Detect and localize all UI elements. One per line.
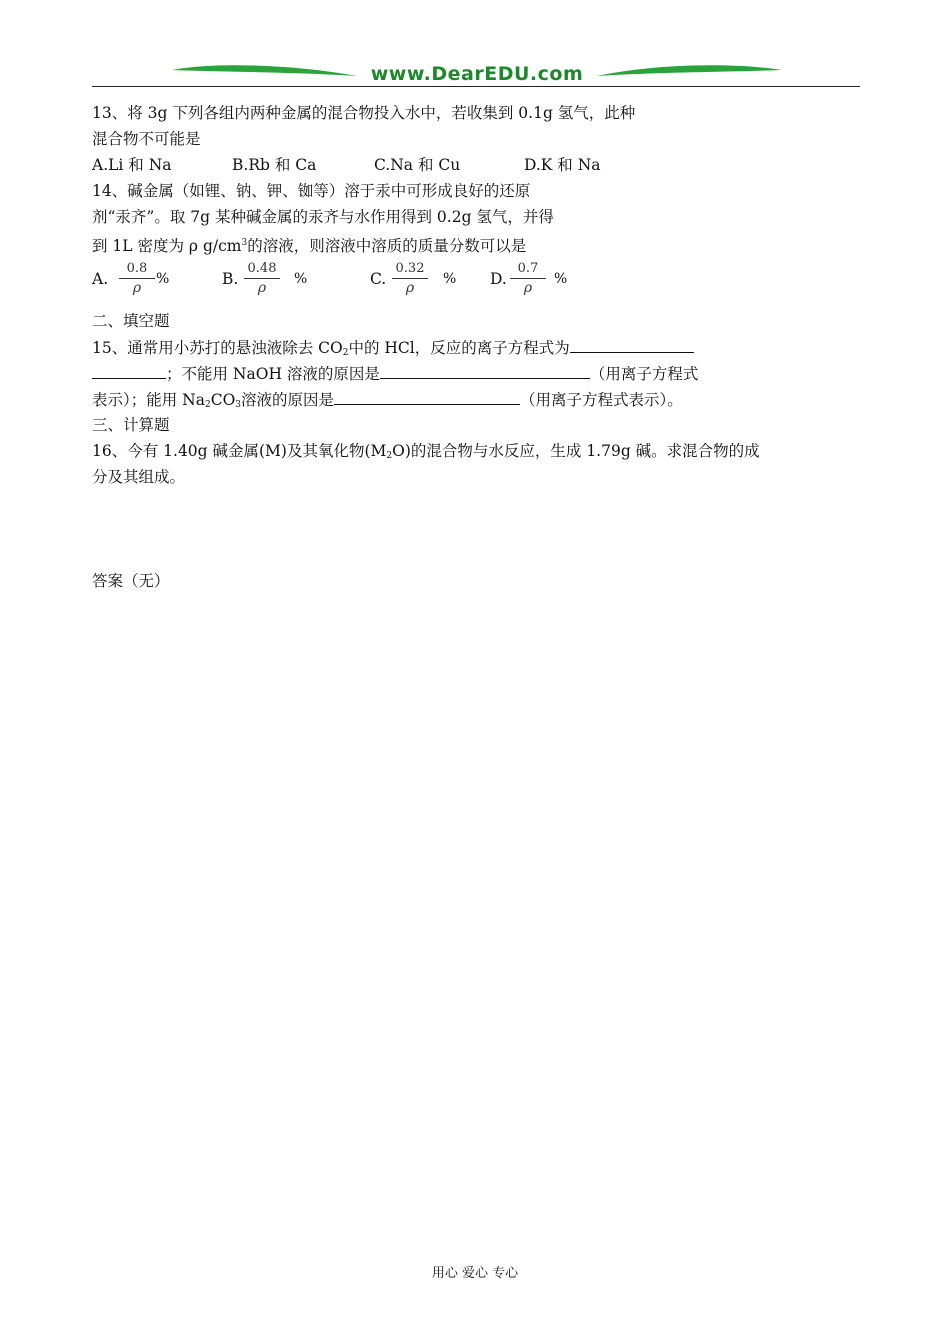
q16-line1-text-end: O)的混合物与水反应，生成 1.79g 碱。求混合物的成 bbox=[392, 442, 760, 460]
q14-option-d-letter: D. bbox=[490, 270, 507, 288]
answer-blank[interactable] bbox=[334, 388, 520, 405]
q14-line1: 14、碱金属（如锂、钠、钾、铷等）溶于汞中可形成良好的还原 bbox=[92, 182, 531, 200]
q15-line3-text: 表示）；能用 Na bbox=[92, 391, 205, 409]
q16-line1-text: 16、今有 1.40g 碱金属(M)及其氧化物(M bbox=[92, 442, 387, 460]
q15-line3 bbox=[92, 388, 683, 416]
q13-option-c: C.Na 和 Cu bbox=[374, 156, 461, 174]
q14-option-c-fraction bbox=[388, 262, 432, 295]
fraction-numerator: 0.7 bbox=[517, 261, 539, 276]
section-title-fill-in: 二、填空题 bbox=[92, 312, 170, 330]
q15-line2-text: ；不能用 NaOH 溶液的原因是 bbox=[166, 365, 380, 383]
fraction-bar bbox=[392, 278, 428, 279]
fraction-denominator: ρ bbox=[132, 280, 142, 296]
fraction-denominator: ρ bbox=[523, 280, 533, 296]
q16-line2: 分及其组成。 bbox=[92, 468, 186, 486]
answer-blank[interactable] bbox=[570, 336, 694, 353]
q14-line2: 剂“汞齐”。取 7g 某种碱金属的汞齐与水作用得到 0.2g 氢气，并得 bbox=[92, 208, 554, 226]
q14-option-b-unit: % bbox=[294, 271, 308, 287]
fraction-numerator: 0.32 bbox=[395, 261, 425, 276]
subscript: 2 bbox=[204, 400, 211, 410]
subscript: 2 bbox=[342, 348, 349, 358]
q14-option-a-letter: A. bbox=[92, 270, 109, 288]
q15-line3-text-mid: CO bbox=[210, 391, 236, 409]
q14-option-a-unit: % bbox=[156, 271, 170, 287]
q14-option-b-fraction bbox=[240, 262, 284, 295]
fraction-bar bbox=[119, 278, 155, 279]
q14-option-d-fraction bbox=[506, 262, 550, 295]
q15-line2-text-end: （用离子方程式 bbox=[589, 365, 699, 383]
fraction-bar bbox=[510, 278, 546, 279]
q14-option-c-letter: C. bbox=[370, 270, 387, 288]
q15-line3-text-end: （用离子方程式表示）。 bbox=[520, 391, 683, 409]
q14-option-d-unit: % bbox=[554, 271, 568, 287]
q15-line3-text-reason: 溶液的原因是 bbox=[241, 391, 335, 409]
answer-blank[interactable] bbox=[380, 362, 590, 379]
subscript: 2 bbox=[386, 451, 393, 461]
fraction-denominator: ρ bbox=[405, 280, 415, 296]
q13-option-b: B.Rb 和 Ca bbox=[232, 156, 317, 174]
q16-line1 bbox=[92, 440, 760, 467]
fraction-numerator: 0.48 bbox=[247, 261, 277, 276]
page-header bbox=[92, 58, 860, 90]
q13-line2: 混合物不可能是 bbox=[92, 130, 201, 148]
q15-line1-text: 15、通常用小苏打的悬浊液除去 CO bbox=[92, 339, 343, 357]
answer-note: 答案（无） bbox=[92, 572, 170, 590]
site-logo: www.DearEDU.com bbox=[370, 63, 584, 85]
q13-option-a: A.Li 和 Na bbox=[92, 156, 172, 174]
fraction-numerator: 0.8 bbox=[126, 261, 148, 276]
q13-option-d: D.K 和 Na bbox=[524, 156, 601, 174]
answer-blank[interactable] bbox=[92, 362, 166, 379]
q13-line1: 13、将 3g 下列各组内两种金属的混合物投入水中，若收集到 0.1g 氢气，此种 bbox=[92, 104, 636, 122]
q15-line1-text-end: 中的 HCl，反应的离子方程式为 bbox=[348, 339, 570, 357]
fraction-denominator: ρ bbox=[257, 280, 267, 296]
q15-line2 bbox=[92, 362, 698, 385]
superscript: 3 bbox=[241, 238, 248, 248]
fraction-bar bbox=[244, 278, 280, 279]
q14-option-c-unit: % bbox=[443, 271, 457, 287]
q15-line1 bbox=[92, 336, 694, 364]
page-footer: 用心 爱心 专心 bbox=[431, 1266, 519, 1281]
q14-line3-text-end: 的溶液，则溶液中溶质的质量分数可以是 bbox=[247, 237, 527, 255]
q14-option-b-letter: B. bbox=[222, 270, 239, 288]
q14-option-a-fraction bbox=[115, 262, 159, 295]
header-divider bbox=[92, 86, 860, 87]
q14-line3 bbox=[92, 232, 526, 257]
q14-line3-text: 到 1L 密度为 ρ g/cm bbox=[92, 237, 242, 255]
section-title-calculation: 三、计算题 bbox=[92, 416, 170, 434]
subscript: 3 bbox=[235, 400, 242, 410]
